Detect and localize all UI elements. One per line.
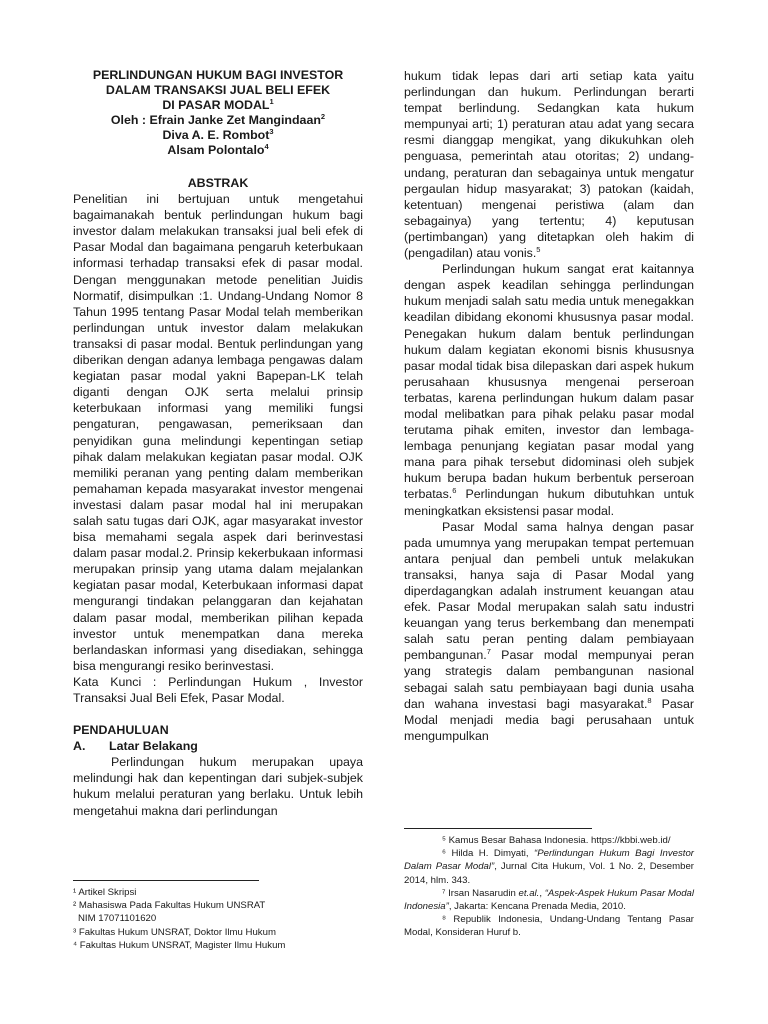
footnote-4: ⁴ Fakultas Hukum UNSRAT, Magister Ilmu Hukum (73, 939, 286, 951)
footnote-7-sep: , (539, 887, 545, 899)
title-line-2: DALAM TRANSAKSI JUAL BELI EFEK (105, 83, 331, 97)
footnotes-left (73, 886, 363, 952)
author-1-footnote-ref[interactable]: 2 (320, 111, 326, 121)
footnote-5: ⁵ Kamus Besar Bahasa Indonesia. https://kbbi.web.id/ (442, 835, 671, 846)
right-paragraph-2-text: Perlindungan hukum sangat erat kaitannya dengan aspek keadilan sehingga perlindungan hukum menjadi salah satu media untuk menegakkan keadilan dibidang ekonomi khususnya pasar modal. Penegakan hukum dalam bentuk perlindungan hukum dalam kegiatan ekonomi bisnis khususnya pasar modal tidak bisa dilepaskan dari aspek hukum perusahaan khususnya mengenai perseroan terbatas, karena perlindungan hukum dalam pasar modal melibatkan para pihak pelaku pasar modal terutama pihak emiten, investor dan lembaga-lembaga penunjang kegiatan pasar modal yang mana para pihak tersebut didominasi oleh subjek hukum berupa badan hukum berbentuk perseroan terbatas. (404, 262, 694, 502)
footnote-7-title: “Aspek-Aspek Hukum Pasar Modal Indonesia” (404, 887, 695, 913)
footnote-6-title: “Perlindungan Hukum Bagi Investor Dalam Pasar Modal” (404, 848, 694, 873)
subsection-title: Latar Belakang (109, 739, 198, 754)
right-paragraph-3-mid: Pasar modal mempunyai peran yang strategis dalam pembangunan nasional sebagai salah satu pembiayaan bagi dunia usaha dan wahana investasi bagi masyarakat. (404, 648, 694, 711)
title-line-1: PERLINDUNGAN HUKUM BAGI INVESTOR (92, 68, 344, 82)
title-line-3: DI PASAR MODAL (162, 98, 270, 112)
abstract-body: Penelitian ini bertujuan untuk mengetahui bagaimanakah bentuk perlindungan hukum bagi investor dalam melakukan transaksi jual beli efek di Pasar Modal dan bagaimana pengaruh keterbukaan informasi terhadap transaksi efek di pasar modal. Dengan menggunakan metode penelitian Juidis Normatif, disimpulkan :1. Undang-Undang Nomor 8 Tahun 1995 tentang Pasar Modal telah memberikan perlindungan untuk investor dalam melakukan transaksi di pasar modal. Bentuk perlindungan yang diberikan dengan adanya lembaga pengawas dalam kegiatan pasar modal yakni Bapepan-LK telah diganti dengan OJK serta melalui prinsip keterbukaan informasi yang memiliki fungsi pengaturan, pengawasan, pemeriksaan dan penyidikan guna melindungi kepentingan setiap pihak dalam melakukan kegiatan pasar modal. OJK memiliki peranan yang penting dalam memberikan pemahaman kepada masyarakat investor mengenai investasi dalam pasar modal hal ini merupakan salah satu tugas dari OJK, agar masyarakat investor bisa memahami segala aspek dari berinvestasi dalam pasar modal.2. Prinsip kekerbukaan informasi merupakan prinsip yang utama dalam mejalankan kegiatan pasar modal, Keterbukaan informasi dapat mengurangi tindakan pelanggaran dan kejahatan dalam pasar modal, memberikan pilihan kepada investor untuk menempatkan dana mereka berlandaskan informasi yang disediakan, sehingga bisa mengurangi resiko berinvestasi. (73, 192, 363, 673)
author-2: Diva A. E. Rombot (162, 128, 270, 142)
right-paragraph-2-tail: Perlindungan hukum dibutuhkan untuk meningkatkan eksistensi pasar modal. (404, 487, 694, 518)
footnote-8: ⁸ Republik Indonesia, Undang-Undang Tentang Pasar Modal, Konsideran Huruf b. (404, 914, 694, 939)
abstract-keywords: Kata Kunci : Perlindungan Hukum , Investor Transaksi Jual Beli Efek, Pasar Modal. (73, 674, 363, 705)
author-2-footnote-ref[interactable]: 3 (269, 126, 274, 136)
footnote-7-author: ⁷ Irsan Nasarudin (442, 887, 519, 899)
footnote-7 (404, 887, 694, 913)
authors (73, 113, 363, 158)
footnote-ref-7[interactable]: 7 (486, 647, 491, 657)
paper-title (73, 68, 363, 113)
right-paragraph-1-text: hukum tidak lepas dari arti setiap kata yaitu perlindungan dan hukum. Perlindungan berarti tempat berlindung. Sedangkan kata hukum mempunyai arti; 1) peraturan atau adat yang secara resmi dianggap mengikat, yang dikukuhkan oleh penguasa, pemerintah atau otoritas; 2) undang-undang, peraturan dan sebagainya untuk mengatur pergaulan hidup masyarakat; 3) patokan (kaidah, ketentuan) mengenai peristiwa (alam dan sebagainya) yang tertentu; 4) keputusan (pertimbangan) yang ditetapkan oleh hakim di (pengadilan) atau vonis. (404, 69, 694, 261)
footnote-ref-6[interactable]: 6 (452, 486, 457, 496)
right-paragraph-3 (404, 519, 694, 744)
left-column (73, 68, 363, 819)
footnote-ref-5[interactable]: 5 (536, 244, 541, 254)
author-3-footnote-ref[interactable]: 4 (264, 141, 269, 151)
footnote-6-author: ⁶ Hilda H. Dimyati, (442, 848, 535, 860)
title-footnote-ref[interactable]: 1 (269, 96, 274, 106)
footnote-7-etal: et.al. (518, 887, 540, 899)
author-1: Oleh : Efrain Janke Zet Mangindaan (110, 113, 321, 127)
right-paragraph-1 (404, 68, 694, 261)
right-paragraph-2 (404, 261, 694, 519)
footnotes-right (404, 834, 694, 940)
footnote-6 (404, 847, 694, 887)
footnote-7-source: , Jakarta: Kencana Prenada Media, 2010. (448, 901, 626, 913)
subsection-heading-latar-belakang (73, 738, 363, 754)
footnote-1: ¹ Artikel Skripsi (73, 887, 137, 898)
footnote-ref-8[interactable]: 8 (647, 695, 652, 705)
footnote-2-nim: NIM 17071101620 (78, 913, 157, 925)
intro-paragraph-1: Perlindungan hukum merupakan upaya melindungi hak dan kepentingan dari subjek-subjek hukum melalui peraturan yang berlaku. Untuk lebih mengetahui makna dari perlindungan (73, 755, 363, 818)
abstract-heading: ABSTRAK (187, 176, 249, 190)
footnote-6-source: , Jurnal Cita Hukum, Vol. 1 No. 2, Desember 2014, hlm. 343. (404, 861, 694, 886)
footnote-divider-right (404, 828, 592, 829)
section-heading-pendahuluan: PENDAHULUAN (73, 723, 169, 738)
footnote-3: ³ Fakultas Hukum UNSRAT, Doktor Ilmu Hukum (73, 926, 276, 938)
footnote-2: ² Mahasiswa Pada Fakultas Hukum UNSRAT (73, 900, 266, 912)
right-paragraph-3-tail: Pasar Modal menjadi media bagi perusahaan untuk mengumpulkan (404, 696, 694, 743)
subsection-number: A. (73, 739, 86, 754)
footnote-divider-left (73, 880, 259, 881)
right-column (404, 68, 694, 744)
right-paragraph-3-text: Pasar Modal sama halnya dengan pasar pada umumnya yang merupakan tempat pertemuan antara penjual dan pembeli untuk melakukan transaksi, hanya saja di Pasar Modal yang diperdagangkan adalah instrument keuangan atau efek. Pasar Modal merupakan salah satu industri keuangan yang terus berkembang dan menempati salah satu peran penting dalam pembiayaan pembangunan. (404, 519, 694, 663)
author-3: Alsam Polontalo (167, 143, 265, 157)
